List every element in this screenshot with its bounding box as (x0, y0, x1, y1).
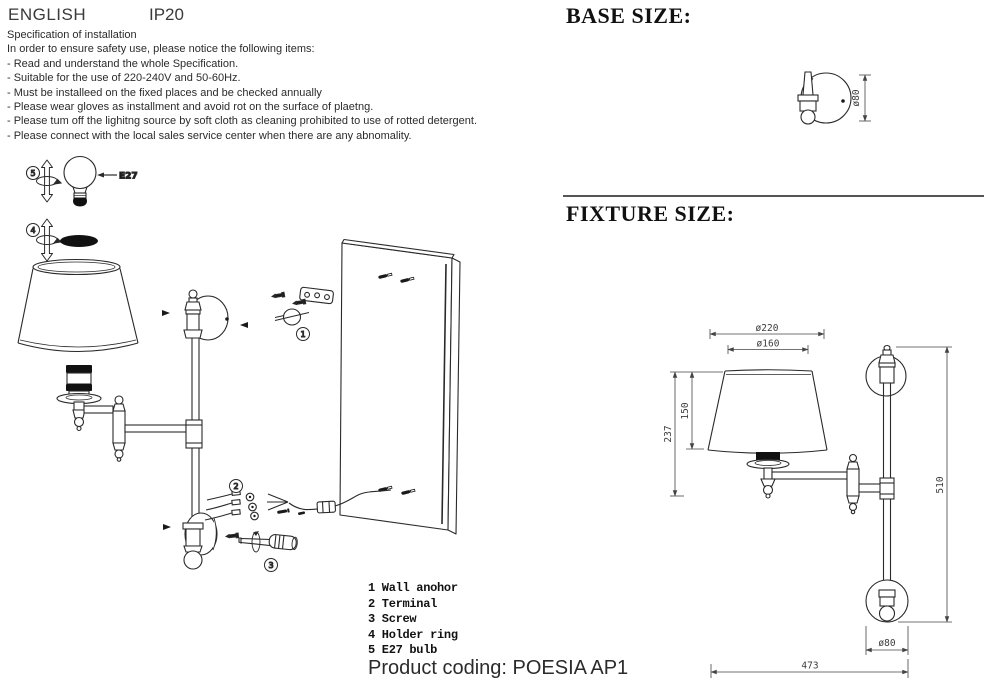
step-badge-terminal (230, 480, 243, 493)
svg-text:5: 5 (30, 169, 36, 178)
base-side-view (798, 72, 851, 124)
svg-text:3: 3 (268, 561, 274, 570)
step-badge-ring (27, 224, 40, 237)
parts-item: 2 Terminal (368, 596, 438, 611)
bracket-group (272, 287, 334, 341)
spec-item: - Must be installeed on the fixed places and be checked annually (7, 86, 322, 99)
spec-intro: In order to ensure safety use, please notice the following items: (7, 43, 315, 56)
bulb-glass (64, 157, 96, 189)
product-coding: Product coding: POESIA AP1 (368, 657, 629, 679)
fixture-front-view (708, 346, 908, 623)
screw-icon (226, 533, 239, 539)
parts-item: 4 Holder ring (368, 627, 458, 642)
screwdriver-group (226, 531, 298, 572)
upper-finial (184, 290, 202, 338)
dim-shade-bottom: ø220 (755, 323, 779, 334)
dim-shade-height: 150 (680, 402, 691, 420)
spec-item: - Please connect with the local sales service center when there are any abnomality. (7, 129, 412, 142)
svg-text:1: 1 (300, 330, 306, 339)
parts-item: 1 Wall anohor (368, 581, 458, 595)
base-size-drawing (780, 55, 900, 145)
parts-item: 3 Screw (368, 612, 417, 627)
fixture-dimensions (670, 329, 952, 678)
holder-ring (60, 235, 98, 247)
direction-arrows (162, 310, 248, 530)
step-badge-anchor (297, 328, 310, 341)
terminal-block (317, 501, 336, 513)
spec-title: Specification of installation (7, 29, 137, 41)
screw-icon (293, 299, 306, 305)
toggle-anchor (275, 309, 309, 325)
holder-ring-group (27, 219, 99, 261)
installation-diagram (0, 148, 480, 580)
rotate-arrow-icon (37, 219, 62, 261)
lower-wall-plate (183, 513, 217, 569)
e27-arrow-icon (97, 173, 104, 178)
e27-label: E27 (119, 171, 138, 182)
spec-section (7, 28, 547, 143)
screw-icon (277, 508, 290, 514)
spec-item: - Please tum off the lighitng source by soft cloth as cleaning prohibited to use of rotted detergent. (7, 115, 478, 128)
step-badge-bulb (27, 167, 40, 180)
svg-text:2: 2 (233, 482, 239, 491)
lamp-socket (57, 365, 101, 431)
fixture-dimension-labels (663, 323, 946, 672)
lamp-assembly (18, 260, 229, 570)
parts-list (368, 581, 458, 659)
rotate-arrow-icon (37, 160, 62, 202)
dim-shade-top: ø160 (756, 338, 780, 350)
fixture-size-drawing (640, 320, 980, 690)
section-divider (563, 195, 984, 197)
screwdriver-shaft (241, 539, 270, 546)
swing-arm-front (772, 455, 894, 514)
base-size-title: BASE SIZE: (566, 3, 692, 28)
spec-item: - Read and understand the whole Specification. (7, 57, 239, 70)
dim-pole-height: 510 (935, 476, 946, 494)
spec-item: - Please wear gloves as installment and avoid rot on the surface of plaetng. (7, 101, 374, 114)
step-badge-screw (265, 559, 278, 572)
dim-plate-diameter: ø80 (878, 638, 896, 649)
bulb-base (73, 198, 87, 207)
dim-shade-drop: 237 (663, 425, 674, 443)
swing-arm (84, 396, 202, 461)
parts-item: 5 E27 bulb (368, 643, 438, 658)
lower-plate-front (866, 580, 908, 622)
svg-text:4: 4 (30, 226, 36, 235)
spec-item: - Suitable for the use of 220-240V and 50-60Hz. (7, 72, 241, 85)
language-label: ENGLISH (8, 5, 87, 24)
screwdriver-handle (269, 534, 298, 550)
wall-panel (340, 240, 460, 535)
shade-outline (708, 370, 827, 454)
lamp-shade (18, 260, 138, 352)
upper-finial (879, 346, 895, 384)
dim-arm-reach: 473 (801, 660, 819, 672)
terminal-screws (246, 493, 258, 520)
screw-icon (272, 292, 285, 298)
bulb-group (27, 157, 138, 207)
fixture-size-title: FIXTURE SIZE: (566, 201, 735, 226)
ip-rating-label: IP20 (149, 5, 184, 24)
base-diameter-label: ø80 (851, 89, 862, 107)
